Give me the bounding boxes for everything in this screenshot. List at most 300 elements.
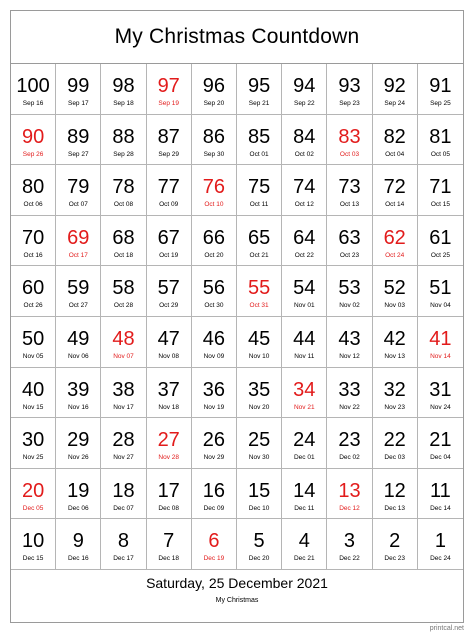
countdown-cell (11, 317, 56, 368)
cell-date-label: Oct 20 (204, 251, 224, 259)
days-remaining-number: 61 (429, 226, 452, 249)
cell-date-label: Nov 07 (113, 352, 134, 360)
cell-date-label: Nov 05 (22, 352, 44, 360)
countdown-cell (327, 469, 372, 520)
page-title: My Christmas Countdown (11, 11, 463, 64)
countdown-cell (101, 64, 146, 115)
countdown-cell (192, 115, 237, 166)
cell-date-label: Oct 26 (23, 302, 43, 310)
days-remaining-number: 76 (202, 176, 226, 199)
days-remaining-number: 78 (112, 176, 135, 199)
countdown-cell (147, 64, 192, 115)
cell-date-label: Dec 12 (339, 504, 360, 512)
days-remaining-number: 7 (163, 530, 175, 553)
countdown-cell (237, 165, 282, 216)
countdown-cell (237, 519, 282, 570)
cell-date-label: Oct 10 (204, 201, 224, 209)
cell-date-label: Dec 13 (384, 504, 405, 512)
cell-date-label: Dec 18 (158, 555, 179, 563)
countdown-cell (101, 368, 146, 419)
days-remaining-number: 64 (293, 226, 316, 249)
countdown-cell (192, 469, 237, 520)
days-remaining-number: 53 (338, 277, 361, 300)
countdown-cell (56, 115, 101, 166)
days-remaining-number: 23 (338, 429, 361, 452)
days-remaining-number: 42 (383, 327, 406, 350)
countdown-cell (101, 519, 146, 570)
days-remaining-number: 73 (338, 176, 361, 199)
days-remaining-number: 20 (21, 479, 45, 502)
countdown-cell (101, 216, 146, 267)
cell-date-label: Nov 09 (203, 352, 225, 360)
cell-date-label: Oct 04 (385, 150, 405, 158)
countdown-cell (418, 368, 463, 419)
countdown-cell (147, 418, 192, 469)
cell-date-label: Nov 28 (158, 454, 179, 462)
countdown-cell (56, 317, 101, 368)
days-remaining-number: 72 (383, 176, 406, 199)
countdown-cell (418, 64, 463, 115)
days-remaining-number: 46 (202, 327, 226, 350)
countdown-cell (192, 418, 237, 469)
cell-date-label: Nov 16 (67, 403, 89, 411)
days-remaining-number: 52 (383, 277, 406, 300)
days-remaining-number: 17 (157, 479, 180, 502)
cell-date-label: Dec 14 (430, 504, 451, 512)
days-remaining-number: 14 (293, 479, 316, 502)
days-remaining-number: 21 (429, 429, 452, 452)
cell-date-label: Oct 17 (68, 251, 88, 259)
cell-date-label: Nov 29 (203, 454, 225, 462)
days-remaining-number: 82 (383, 125, 406, 148)
days-remaining-number: 67 (157, 226, 180, 249)
cell-date-label: Nov 25 (22, 454, 44, 462)
cell-date-label: Sep 29 (158, 150, 179, 158)
days-remaining-number: 84 (293, 125, 316, 148)
countdown-cell (373, 165, 418, 216)
days-remaining-number: 79 (67, 176, 90, 199)
days-remaining-number: 44 (293, 327, 316, 350)
countdown-cell (282, 317, 327, 368)
days-remaining-number: 30 (21, 429, 45, 452)
countdown-cell (147, 469, 192, 520)
cell-date-label: Dec 24 (430, 555, 451, 563)
days-remaining-number: 75 (247, 176, 271, 199)
days-remaining-number: 31 (429, 378, 452, 401)
cell-date-label: Oct 11 (249, 201, 269, 209)
cell-date-label: Nov 04 (430, 302, 451, 310)
countdown-cell (192, 368, 237, 419)
cell-date-label: Nov 20 (248, 403, 270, 411)
countdown-cell (418, 317, 463, 368)
days-remaining-number: 81 (429, 125, 452, 148)
days-remaining-number: 93 (338, 75, 361, 97)
countdown-cell (147, 115, 192, 166)
days-remaining-number: 41 (429, 327, 452, 350)
cell-date-label: Dec 07 (113, 504, 134, 512)
days-remaining-number: 86 (202, 125, 226, 148)
cell-date-label: Oct 30 (204, 302, 224, 310)
cell-date-label: Dec 22 (339, 555, 360, 563)
countdown-cell (56, 216, 101, 267)
days-remaining-number: 69 (67, 226, 90, 249)
days-remaining-number: 62 (383, 226, 406, 249)
cell-date-label: Sep 27 (67, 150, 89, 158)
countdown-cell (11, 469, 56, 520)
countdown-cell (147, 519, 192, 570)
cell-date-label: Dec 20 (248, 555, 270, 563)
days-remaining-number: 100 (16, 75, 50, 97)
cell-date-label: Dec 17 (113, 555, 134, 563)
countdown-cell (56, 266, 101, 317)
countdown-cell (327, 266, 372, 317)
cell-date-label: Nov 01 (293, 302, 315, 310)
cell-date-label: Oct 07 (68, 201, 88, 209)
cell-date-label: Dec 08 (158, 504, 179, 512)
days-remaining-number: 96 (202, 75, 226, 97)
cell-date-label: Nov 30 (248, 454, 270, 462)
days-remaining-number: 15 (247, 479, 271, 502)
days-remaining-number: 87 (157, 125, 180, 148)
cell-date-label: Sep 26 (22, 150, 44, 158)
cell-date-label: Sep 21 (248, 100, 270, 107)
countdown-cell (101, 317, 146, 368)
countdown-cell (56, 368, 101, 419)
days-remaining-number: 56 (202, 277, 226, 300)
cell-date-label: Dec 21 (293, 555, 315, 563)
days-remaining-number: 27 (157, 429, 180, 452)
days-remaining-number: 97 (157, 75, 180, 97)
cell-date-label: Nov 17 (113, 403, 134, 411)
days-remaining-number: 36 (202, 378, 226, 401)
countdown-cell (373, 418, 418, 469)
cell-date-label: Nov 23 (384, 403, 405, 411)
cell-date-label: Oct 25 (430, 251, 450, 259)
days-remaining-number: 25 (247, 429, 271, 452)
cell-date-label: Dec 05 (22, 504, 44, 512)
cell-date-label: Dec 06 (67, 504, 89, 512)
countdown-cell (101, 469, 146, 520)
days-remaining-number: 4 (298, 530, 310, 553)
days-remaining-number: 5 (253, 530, 265, 553)
countdown-cell (418, 115, 463, 166)
countdown-cell (101, 266, 146, 317)
countdown-cell (192, 165, 237, 216)
cell-date-label: Oct 24 (385, 251, 405, 259)
cell-date-label: Oct 21 (249, 251, 269, 259)
cell-date-label: Oct 27 (68, 302, 88, 310)
countdown-cell (11, 519, 56, 570)
countdown-cell (373, 317, 418, 368)
cell-date-label: Nov 19 (203, 403, 225, 411)
countdown-cell (11, 266, 56, 317)
cell-date-label: Sep 23 (339, 100, 360, 107)
cell-date-label: Dec 02 (339, 454, 360, 462)
days-remaining-number: 94 (293, 75, 316, 97)
cell-date-label: Oct 08 (113, 201, 134, 209)
countdown-cell (56, 64, 101, 115)
countdown-cell (101, 165, 146, 216)
cell-date-label: Nov 08 (158, 352, 179, 360)
days-remaining-number: 26 (202, 429, 226, 452)
cell-date-label: Oct 18 (113, 251, 134, 259)
cell-date-label: Sep 22 (293, 100, 315, 107)
countdown-cell (56, 165, 101, 216)
countdown-cell (418, 469, 463, 520)
cell-date-label: Dec 11 (294, 504, 315, 512)
cell-date-label: Nov 12 (339, 352, 360, 360)
days-remaining-number: 99 (67, 75, 90, 97)
cell-date-label: Dec 15 (22, 555, 44, 563)
days-remaining-number: 65 (247, 226, 271, 249)
countdown-cell (418, 266, 463, 317)
countdown-cell (237, 216, 282, 267)
countdown-cell (237, 64, 282, 115)
countdown-cell (327, 368, 372, 419)
days-remaining-number: 89 (67, 125, 90, 148)
cell-date-label: Oct 15 (430, 201, 450, 209)
countdown-cell (282, 368, 327, 419)
countdown-cell (147, 368, 192, 419)
countdown-cell (373, 519, 418, 570)
countdown-cell (11, 216, 56, 267)
cell-date-label: Nov 15 (22, 403, 44, 411)
cell-date-label: Nov 02 (339, 302, 360, 310)
countdown-cell (192, 317, 237, 368)
days-remaining-number: 9 (72, 530, 84, 553)
cell-date-label: Oct 19 (159, 251, 179, 259)
days-remaining-number: 38 (112, 378, 135, 401)
countdown-cell (327, 418, 372, 469)
days-remaining-number: 92 (383, 75, 406, 97)
days-remaining-number: 49 (67, 327, 90, 350)
days-remaining-number: 95 (247, 75, 271, 97)
countdown-cell (373, 64, 418, 115)
days-remaining-number: 3 (343, 530, 356, 553)
cell-date-label: Nov 22 (339, 403, 360, 411)
countdown-cell (282, 469, 327, 520)
countdown-cell (282, 115, 327, 166)
countdown-cell (282, 418, 327, 469)
cell-date-label: Nov 21 (293, 403, 315, 411)
days-remaining-number: 77 (157, 176, 180, 199)
days-remaining-number: 33 (338, 378, 361, 401)
countdown-cell (147, 266, 192, 317)
countdown-cell (147, 317, 192, 368)
countdown-cell (327, 115, 372, 166)
cell-date-label: Oct 02 (294, 150, 314, 158)
countdown-cell (373, 216, 418, 267)
cell-date-label: Oct 22 (294, 251, 314, 259)
countdown-cell (237, 266, 282, 317)
days-remaining-number: 16 (202, 479, 226, 502)
cell-date-label: Dec 01 (293, 454, 315, 462)
days-remaining-number: 57 (157, 277, 180, 300)
days-remaining-number: 55 (247, 277, 271, 300)
days-remaining-number: 19 (67, 479, 90, 502)
days-remaining-number: 91 (429, 75, 452, 97)
days-remaining-number: 74 (293, 176, 316, 199)
days-remaining-number: 70 (21, 226, 45, 249)
countdown-cell (101, 115, 146, 166)
countdown-cell (282, 266, 327, 317)
days-remaining-number: 68 (112, 226, 135, 249)
cell-date-label: Sep 25 (430, 100, 451, 107)
days-remaining-number: 8 (117, 530, 130, 553)
cell-date-label: Sep 28 (113, 150, 134, 158)
days-remaining-number: 47 (157, 327, 180, 350)
days-remaining-number: 98 (112, 75, 135, 97)
cell-date-label: Oct 12 (294, 201, 314, 209)
countdown-cell (192, 519, 237, 570)
cell-date-label: Sep 17 (67, 100, 89, 107)
countdown-cell (418, 216, 463, 267)
days-remaining-number: 43 (338, 327, 361, 350)
countdown-cell (11, 115, 56, 166)
days-remaining-number: 80 (21, 176, 45, 199)
days-remaining-number: 90 (21, 125, 45, 148)
countdown-cell (418, 519, 463, 570)
cell-date-label: Oct 28 (113, 302, 134, 310)
countdown-cell (373, 469, 418, 520)
days-remaining-number: 6 (208, 530, 220, 553)
footer-subtitle: My Christmas (215, 597, 259, 604)
cell-date-label: Sep 18 (113, 100, 134, 107)
countdown-cell (282, 519, 327, 570)
cell-date-label: Dec 16 (67, 555, 89, 563)
countdown-cell (418, 165, 463, 216)
countdown-cell (147, 216, 192, 267)
christmas-date: Saturday, 25 December 2021 (146, 575, 328, 591)
days-remaining-number: 51 (429, 277, 452, 300)
cell-date-label: Nov 24 (430, 403, 451, 411)
countdown-cell (192, 216, 237, 267)
days-remaining-number: 48 (112, 327, 135, 350)
cell-date-label: Dec 19 (203, 555, 225, 563)
days-remaining-number: 60 (21, 277, 45, 300)
countdown-cell (327, 317, 372, 368)
countdown-cell (11, 165, 56, 216)
days-remaining-number: 34 (293, 378, 316, 401)
days-remaining-number: 1 (434, 530, 446, 553)
countdown-cell (11, 368, 56, 419)
days-remaining-number: 11 (430, 479, 451, 502)
days-remaining-number: 28 (112, 429, 135, 452)
countdown-cell (101, 418, 146, 469)
cell-date-label: Oct 31 (249, 302, 269, 310)
days-remaining-number: 45 (247, 327, 271, 350)
cell-date-label: Nov 18 (158, 403, 179, 411)
countdown-cell (11, 64, 56, 115)
countdown-cell (56, 418, 101, 469)
cell-date-label: Oct 09 (159, 201, 179, 209)
countdown-cell (418, 418, 463, 469)
countdown-cell (373, 115, 418, 166)
days-remaining-number: 24 (293, 429, 316, 452)
countdown-cell (192, 64, 237, 115)
days-remaining-number: 88 (112, 125, 135, 148)
cell-date-label: Nov 10 (248, 352, 270, 360)
cell-date-label: Oct 29 (159, 302, 179, 310)
countdown-sheet (10, 10, 464, 623)
countdown-cell (237, 469, 282, 520)
days-remaining-number: 10 (21, 530, 45, 553)
countdown-cell (327, 216, 372, 267)
cell-date-label: Nov 06 (67, 352, 89, 360)
days-remaining-number: 37 (157, 378, 180, 401)
cell-date-label: Sep 19 (158, 100, 179, 107)
cell-date-label: Sep 30 (203, 150, 225, 158)
countdown-cell (192, 266, 237, 317)
days-remaining-number: 39 (67, 378, 90, 401)
cell-date-label: Nov 03 (384, 302, 405, 310)
cell-date-label: Oct 23 (339, 251, 360, 259)
cell-date-label: Oct 13 (339, 201, 360, 209)
countdown-cell (373, 368, 418, 419)
countdown-cell (327, 519, 372, 570)
days-remaining-number: 66 (202, 226, 226, 249)
days-remaining-number: 63 (338, 226, 361, 249)
days-remaining-number: 35 (247, 378, 271, 401)
cell-date-label: Sep 20 (203, 100, 225, 107)
days-remaining-number: 13 (338, 479, 361, 502)
countdown-cell (237, 368, 282, 419)
days-remaining-number: 40 (21, 378, 45, 401)
cell-date-label: Dec 10 (248, 504, 270, 512)
days-remaining-number: 12 (383, 479, 406, 502)
days-remaining-number: 32 (383, 378, 406, 401)
countdown-cell (373, 266, 418, 317)
cell-date-label: Oct 05 (430, 150, 450, 158)
cell-date-label: Nov 27 (113, 454, 134, 462)
countdown-grid (11, 64, 463, 570)
countdown-cell (282, 216, 327, 267)
cell-date-label: Nov 13 (384, 352, 405, 360)
cell-date-label: Sep 24 (384, 100, 405, 107)
cell-date-label: Dec 03 (384, 454, 405, 462)
cell-date-label: Nov 14 (430, 352, 451, 360)
days-remaining-number: 85 (247, 125, 271, 148)
cell-date-label: Dec 04 (430, 454, 451, 462)
countdown-cell (237, 418, 282, 469)
countdown-cell (282, 165, 327, 216)
countdown-cell (11, 418, 56, 469)
cell-date-label: Sep 16 (22, 100, 44, 107)
cell-date-label: Oct 03 (339, 150, 360, 158)
days-remaining-number: 83 (338, 125, 361, 148)
countdown-cell (56, 519, 101, 570)
countdown-cell (282, 64, 327, 115)
days-remaining-number: 22 (383, 429, 406, 452)
countdown-cell (237, 317, 282, 368)
watermark-text[interactable]: printcal.net (429, 625, 464, 632)
countdown-cell (327, 165, 372, 216)
cell-date-label: Oct 06 (23, 201, 43, 209)
cell-date-label: Nov 26 (67, 454, 89, 462)
countdown-cell (327, 64, 372, 115)
cell-date-label: Oct 01 (249, 150, 269, 158)
cell-date-label: Nov 11 (294, 352, 315, 360)
days-remaining-number: 2 (389, 530, 401, 553)
days-remaining-number: 29 (67, 429, 90, 452)
cell-date-label: Oct 16 (23, 251, 43, 259)
days-remaining-number: 58 (112, 277, 135, 300)
cell-date-label: Oct 14 (385, 201, 405, 209)
days-remaining-number: 71 (429, 176, 452, 199)
countdown-cell (237, 115, 282, 166)
countdown-cell (147, 165, 192, 216)
days-remaining-number: 50 (21, 327, 45, 350)
